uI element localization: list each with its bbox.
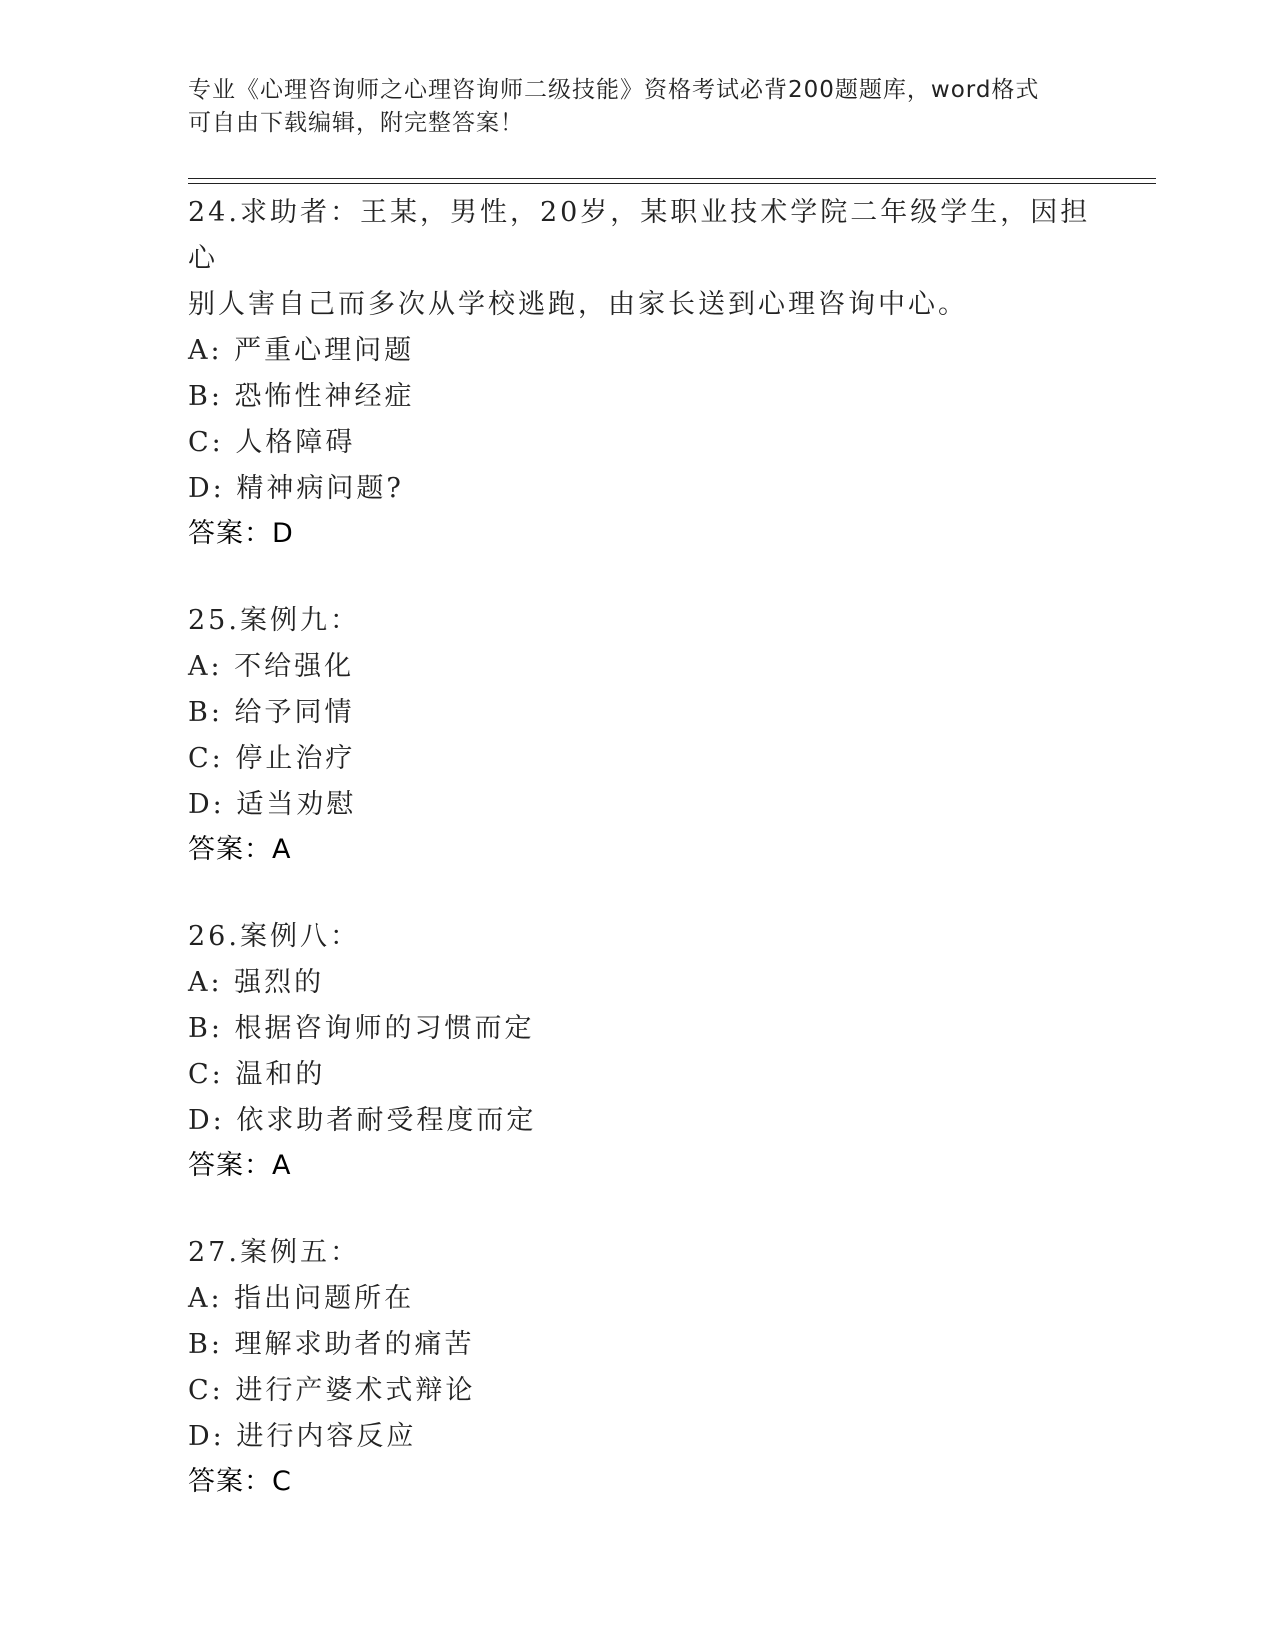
question-25 <box>188 598 1108 871</box>
option-b: B: 给予同情 <box>188 697 355 728</box>
header-divider-top <box>188 178 1156 179</box>
question-24 <box>188 190 1108 555</box>
header-divider-bottom <box>188 183 1156 184</box>
question-27 <box>188 1230 1108 1503</box>
option-a: A: 不给强化 <box>188 651 355 682</box>
option-c: C: 停止治疗 <box>188 743 356 774</box>
option-c: C: 进行产婆术式辩论 <box>188 1375 476 1406</box>
answer: 答案：A <box>188 1150 292 1181</box>
option-b: B: 理解求助者的痛苦 <box>188 1329 475 1360</box>
option-c: C: 人格障碍 <box>188 427 356 458</box>
question-26 <box>188 914 1108 1187</box>
question-stem: 27.案例五： <box>188 1237 360 1268</box>
option-a: A: 严重心理问题 <box>188 335 415 366</box>
header-line-1: 专业《心理咨询师之心理咨询师二级技能》资格考试必背200题题库，word格式 <box>188 77 1040 103</box>
option-b: B: 恐怖性神经症 <box>188 381 415 412</box>
option-a: A: 指出问题所在 <box>188 1283 415 1314</box>
header-line-2: 可自由下载编辑，附完整答案！ <box>188 110 524 136</box>
answer: 答案：C <box>188 1466 292 1497</box>
option-d: D: 精神病问题? <box>188 473 404 504</box>
question-list <box>188 190 1108 1546</box>
option-b: B: 根据咨询师的习惯而定 <box>188 1013 535 1044</box>
answer: 答案：D <box>188 518 294 549</box>
option-c: C: 温和的 <box>188 1059 326 1090</box>
question-stem: 26.案例八： <box>188 921 360 952</box>
option-d: D: 进行内容反应 <box>188 1421 417 1452</box>
question-stem-continued: 别人害自己而多次从学校逃跑，由家长送到心理咨询中心。 <box>188 289 968 320</box>
answer: 答案：A <box>188 834 292 865</box>
option-d: D: 依求助者耐受程度而定 <box>188 1105 537 1136</box>
option-a: A: 强烈的 <box>188 967 325 998</box>
question-stem: 25.案例九： <box>188 605 360 636</box>
question-stem: 24.求助者：王某，男性，20岁，某职业技术学院二年级学生，因担心 <box>188 197 1091 274</box>
document-header <box>188 74 1068 140</box>
option-d: D: 适当劝慰 <box>188 789 357 820</box>
